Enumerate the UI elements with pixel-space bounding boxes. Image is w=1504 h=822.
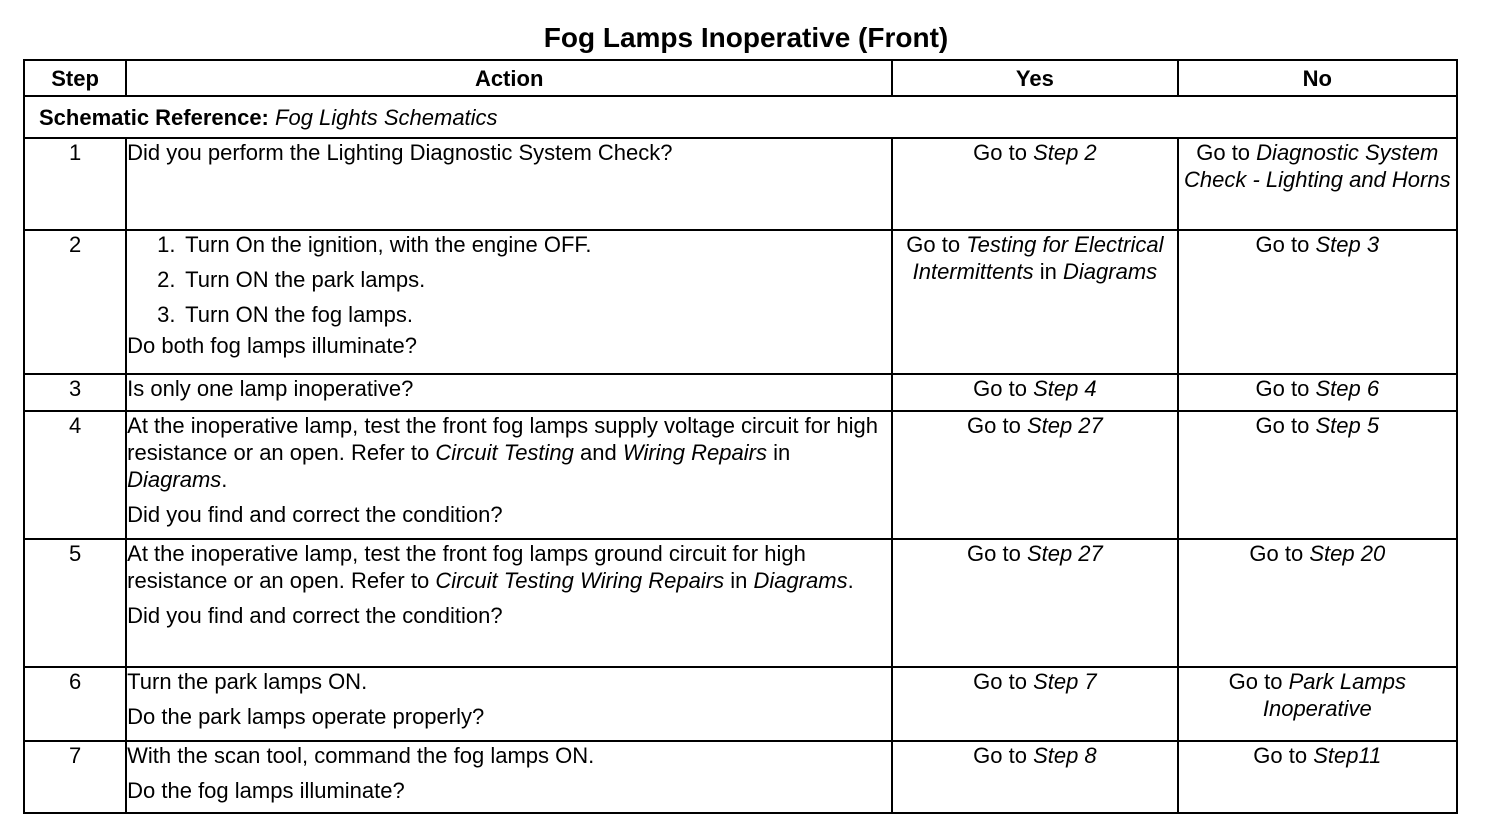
action-text-a: At the inoperative lamp, test the front fog lamps ground circuit for high resistance or an open. Refer to xyxy=(127,541,806,593)
header-action: Action xyxy=(126,60,892,96)
yes-link-diagrams[interactable]: Diagrams xyxy=(1063,259,1158,284)
action-link-circuit-testing[interactable]: Circuit Testing xyxy=(435,440,574,465)
yes-cell xyxy=(892,138,1177,230)
step-number: 5 xyxy=(24,539,126,667)
action-cell xyxy=(126,138,892,230)
step-number: 7 xyxy=(24,741,126,813)
table-row xyxy=(24,230,1457,374)
no-cell xyxy=(1178,539,1457,667)
action-link-circuit-testing[interactable]: Circuit Testing Wiring Repairs xyxy=(435,568,725,593)
no-prefix: Go to xyxy=(1196,140,1251,165)
yes-mid: in xyxy=(1039,259,1057,284)
no-link[interactable]: Step11 xyxy=(1313,743,1382,768)
no-link[interactable]: Step 6 xyxy=(1315,376,1380,401)
yes-cell xyxy=(892,667,1177,741)
header-step: Step xyxy=(24,60,126,96)
yes-link[interactable]: Testing for Electrical Intermittents xyxy=(912,232,1164,284)
step-number: 4 xyxy=(24,411,126,539)
action-text-d: . xyxy=(221,467,228,492)
schematic-label: Schematic Reference: xyxy=(39,104,269,130)
yes-link[interactable]: Step 7 xyxy=(1033,669,1097,694)
yes-link[interactable]: Step 27 xyxy=(1026,413,1103,438)
yes-cell xyxy=(892,741,1177,813)
yes-prefix: Go to xyxy=(906,232,961,257)
yes-link[interactable]: Step 27 xyxy=(1026,541,1103,566)
no-cell xyxy=(1178,138,1457,230)
action-text: With the scan tool, command the fog lamps ON. xyxy=(127,743,595,768)
page-title: Fog Lamps Inoperative (Front) xyxy=(543,22,949,53)
table-row xyxy=(24,411,1457,539)
action-question: Did you find and correct the condition? xyxy=(127,603,503,628)
step-number: 6 xyxy=(24,667,126,741)
action-text-b: in xyxy=(730,568,748,593)
yes-link[interactable]: Step 4 xyxy=(1033,376,1097,401)
diagnostic-table xyxy=(23,59,1458,814)
no-prefix: Go to xyxy=(1255,232,1310,257)
action-cell xyxy=(126,539,892,667)
yes-cell xyxy=(892,539,1177,667)
action-text-c: . xyxy=(847,568,854,593)
action-link-diagrams[interactable]: Diagrams xyxy=(753,568,848,593)
action-question: Do both fog lamps illuminate? xyxy=(127,333,417,358)
action-link-diagrams[interactable]: Diagrams xyxy=(127,467,222,492)
schematic-reference xyxy=(24,96,1457,138)
substep-list xyxy=(127,231,891,328)
yes-cell xyxy=(892,374,1177,411)
no-prefix: Go to xyxy=(1255,376,1310,401)
action-cell xyxy=(126,741,892,813)
no-cell xyxy=(1178,741,1457,813)
table-row xyxy=(24,741,1457,813)
no-cell xyxy=(1178,230,1457,374)
action-text: Turn the park lamps ON. xyxy=(127,669,368,694)
no-cell xyxy=(1178,374,1457,411)
action-text: Is only one lamp inoperative? xyxy=(127,376,414,401)
substep-number: 2. xyxy=(157,267,176,292)
action-question: Do the park lamps operate properly? xyxy=(127,704,485,729)
header-no: No xyxy=(1178,60,1457,96)
yes-prefix: Go to xyxy=(973,376,1027,401)
substep-number: 1. xyxy=(157,232,176,257)
step-number: 3 xyxy=(24,374,126,411)
no-link[interactable]: Step 20 xyxy=(1309,541,1386,566)
table-row xyxy=(24,539,1457,667)
no-link[interactable]: Diagnostic System Check - Lighting and Horns xyxy=(1184,140,1451,192)
action-cell xyxy=(126,667,892,741)
action-cell xyxy=(126,230,892,374)
substep-item xyxy=(157,266,891,293)
no-prefix: Go to xyxy=(1255,413,1310,438)
schematic-link[interactable]: Fog Lights Schematics xyxy=(275,104,498,130)
yes-prefix: Go to xyxy=(967,541,1021,566)
action-text-a: At the inoperative lamp, test the front fog lamps supply voltage circuit for high resistance or an open. Refer to xyxy=(127,413,878,465)
no-cell xyxy=(1178,667,1457,741)
no-link[interactable]: Park Lamps Inoperative xyxy=(1262,669,1406,721)
no-cell xyxy=(1178,411,1457,539)
no-link[interactable]: Step 5 xyxy=(1315,413,1380,438)
action-question: Do the fog lamps illuminate? xyxy=(127,778,405,803)
yes-prefix: Go to xyxy=(973,669,1027,694)
yes-link[interactable]: Step 8 xyxy=(1033,743,1097,768)
table-row xyxy=(24,138,1457,230)
action-text: Did you perform the Lighting Diagnostic System Check? xyxy=(127,140,673,165)
substep-text: Turn ON the park lamps. xyxy=(185,267,426,292)
step-number: 1 xyxy=(24,138,126,230)
step-number: 2 xyxy=(24,230,126,374)
action-cell xyxy=(126,374,892,411)
substep-text: Turn On the ignition, with the engine OFF. xyxy=(185,232,592,257)
yes-cell xyxy=(892,411,1177,539)
action-text xyxy=(127,412,891,493)
header-row xyxy=(24,60,1457,96)
yes-prefix: Go to xyxy=(973,140,1027,165)
yes-link[interactable]: Step 2 xyxy=(1033,140,1097,165)
header-yes: Yes xyxy=(892,60,1177,96)
yes-prefix: Go to xyxy=(973,743,1027,768)
table-row xyxy=(24,667,1457,741)
no-prefix: Go to xyxy=(1253,743,1308,768)
no-prefix: Go to xyxy=(1228,669,1283,694)
action-text-c: in xyxy=(773,440,791,465)
table-row xyxy=(24,374,1457,411)
action-question: Did you find and correct the condition? xyxy=(127,502,503,527)
yes-prefix: Go to xyxy=(967,413,1021,438)
substep-item xyxy=(157,231,891,258)
yes-cell xyxy=(892,230,1177,374)
substep-item xyxy=(157,301,891,328)
action-cell xyxy=(126,411,892,539)
schematic-row xyxy=(24,96,1457,138)
substep-number: 3. xyxy=(157,302,176,327)
substep-text: Turn ON the fog lamps. xyxy=(185,302,413,327)
action-link-wiring-repairs[interactable]: Wiring Repairs xyxy=(622,440,767,465)
action-text-b: and xyxy=(580,440,617,465)
action-text xyxy=(127,540,891,594)
no-link[interactable]: Step 3 xyxy=(1315,232,1380,257)
no-prefix: Go to xyxy=(1249,541,1304,566)
